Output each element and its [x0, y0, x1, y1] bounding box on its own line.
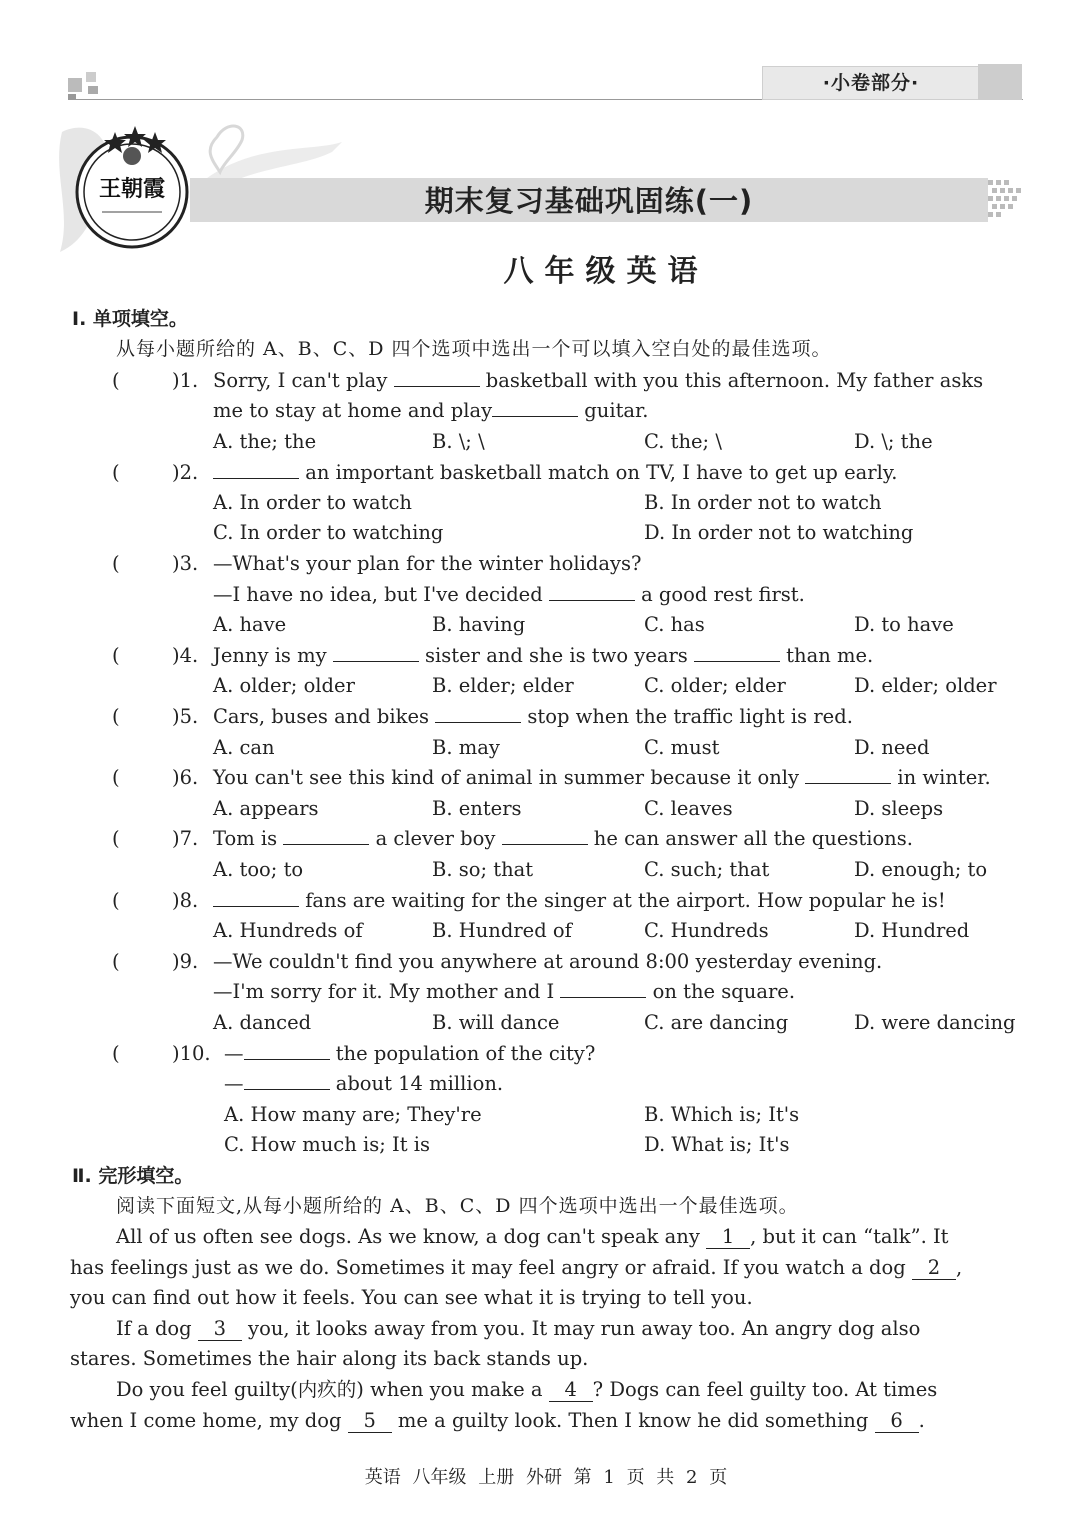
question-text: —What's your plan for the winter holidays? — [213, 552, 642, 575]
section1-heading: Ⅰ. 单项填空。 — [72, 308, 188, 330]
passage-line: when I come home, my dog 5 me a guilty look. Then I know he did something 6 . — [70, 1409, 925, 1432]
subject-title: 八年级英语 — [503, 254, 709, 289]
option[interactable]: A. In order to watch — [213, 491, 412, 514]
answer-blank[interactable] — [549, 580, 635, 601]
answer-paren: ( — [112, 705, 120, 728]
deco-square — [88, 86, 98, 94]
passage-line: All of us often see dogs. As we know, a dog can't speak any 1 , but it can “talk”. It — [116, 1225, 949, 1248]
question-text: Cars, buses and bikes stop when the traffic light is red. — [213, 702, 853, 732]
option[interactable]: D. What is; It's — [644, 1133, 790, 1156]
question-text: You can't see this kind of animal in summer because it only in winter. — [213, 763, 991, 793]
question-number: )3. — [172, 552, 199, 575]
option[interactable]: B. enters — [432, 797, 522, 820]
answer-blank[interactable] — [805, 763, 891, 784]
question-text: —We couldn't find you anywhere at around 8:00 yesterday evening. — [213, 950, 883, 973]
option[interactable]: A. can — [213, 736, 275, 759]
question-text: an important basketball match on TV, I have to get up early. — [213, 458, 897, 488]
option[interactable]: B. In order not to watch — [644, 491, 882, 514]
question-text: Tom is a clever boy he can answer all the questions. — [213, 824, 913, 854]
page-title: 期末复习基础巩固练(一) — [424, 184, 754, 218]
question-text: — the population of the city? — [224, 1039, 595, 1069]
option[interactable]: C. the; \ — [644, 430, 722, 453]
option[interactable]: D. In order not to watching — [644, 521, 914, 544]
option[interactable]: C. must — [644, 736, 720, 759]
option[interactable]: A. danced — [213, 1011, 312, 1034]
question-number: )2. — [172, 461, 199, 484]
answer-blank[interactable] — [560, 977, 646, 998]
answer-paren: ( — [112, 461, 120, 484]
option[interactable]: D. elder; older — [854, 674, 997, 697]
answer-blank[interactable] — [244, 1039, 330, 1060]
page-footer: 英语 八年级 上册 外研 第 1 页 共 2 页 — [364, 1467, 728, 1488]
answer-blank[interactable] — [492, 396, 578, 417]
question-number: )1. — [172, 369, 199, 392]
option[interactable]: A. Hundreds of — [213, 919, 363, 942]
option[interactable]: B. Which is; It's — [644, 1103, 800, 1126]
question-text: —I'm sorry for it. My mother and I on the square. — [213, 977, 795, 1007]
option[interactable]: A. have — [213, 613, 287, 636]
option[interactable]: C. In order to watching — [213, 521, 444, 544]
answer-paren: ( — [112, 552, 120, 575]
answer-paren: ( — [112, 369, 120, 392]
answer-paren: ( — [112, 644, 120, 667]
question-text: —I have no idea, but I've decided a good rest first. — [213, 580, 805, 610]
answer-blank[interactable] — [213, 458, 299, 479]
passage-line: If a dog 3 you, it looks away from you. It may run away too. An angry dog also — [116, 1317, 921, 1340]
answer-paren: ( — [112, 889, 120, 912]
option[interactable]: D. \; the — [854, 430, 933, 453]
cloze-blank[interactable]: 6 — [875, 1410, 919, 1433]
question-number: )7. — [172, 827, 199, 850]
passage-line: Do you feel guilty(内疚的) when you make a 4 ? Dogs can feel guilty too. At times — [116, 1378, 938, 1401]
question-number: )5. — [172, 705, 199, 728]
option[interactable]: D. sleeps — [854, 797, 944, 820]
question-text: me to stay at home and play guitar. — [213, 396, 648, 426]
option[interactable]: B. \; \ — [432, 430, 485, 453]
answer-blank[interactable] — [394, 366, 480, 387]
question-number: )9. — [172, 950, 199, 973]
answer-paren: ( — [112, 827, 120, 850]
option[interactable]: B. will dance — [432, 1011, 560, 1034]
section2-instruction: 阅读下面短文,从每小题所给的 A、B、C、D 四个选项中选出一个最佳选项。 — [116, 1195, 799, 1217]
option[interactable]: D. Hundred — [854, 919, 970, 942]
answer-blank[interactable] — [502, 824, 588, 845]
option[interactable]: A. older; older — [213, 674, 355, 697]
question-number: )10. — [172, 1042, 211, 1065]
option[interactable]: C. such; that — [644, 858, 770, 881]
option[interactable]: D. to have — [854, 613, 954, 636]
corner-tab — [978, 64, 1022, 100]
dot-pattern — [988, 180, 1024, 220]
option[interactable]: C. Hundreds — [644, 919, 769, 942]
deco-square — [68, 78, 82, 92]
question-text: Sorry, I can't play basketball with you this afternoon. My father asks — [213, 366, 983, 396]
option[interactable]: B. so; that — [432, 858, 534, 881]
answer-blank[interactable] — [333, 641, 419, 662]
option[interactable]: B. may — [432, 736, 500, 759]
question-text: — about 14 million. — [224, 1069, 503, 1099]
answer-paren: ( — [112, 766, 120, 789]
option[interactable]: A. too; to — [213, 858, 304, 881]
deco-square — [86, 72, 96, 82]
option[interactable]: D. need — [854, 736, 930, 759]
option[interactable]: A. appears — [213, 797, 319, 820]
section2-heading: Ⅱ. 完形填空。 — [72, 1165, 194, 1187]
question-number: )4. — [172, 644, 199, 667]
passage-line: has feelings just as we do. Sometimes it may feel angry or afraid. If you watch a dog 2 , — [70, 1256, 963, 1279]
passage-line: stares. Sometimes the hair along its back stands up. — [70, 1347, 589, 1370]
option[interactable]: C. has — [644, 613, 705, 636]
section-tab: ·小卷部分· — [762, 66, 980, 100]
cloze-blank[interactable]: 4 — [549, 1379, 593, 1402]
option[interactable]: D. enough; to — [854, 858, 988, 881]
question-number: )6. — [172, 766, 199, 789]
section1-instruction: 从每小题所给的 A、B、C、D 四个选项中选出一个可以填入空白处的最佳选项。 — [116, 338, 832, 360]
answer-blank[interactable] — [213, 886, 299, 907]
question-text: Jenny is my sister and she is two years than me. — [213, 641, 873, 671]
cloze-blank[interactable]: 3 — [198, 1318, 242, 1341]
option[interactable]: C. older; elder — [644, 674, 786, 697]
option[interactable]: D. were dancing — [854, 1011, 1016, 1034]
question-number: )8. — [172, 889, 199, 912]
option[interactable]: C. are dancing — [644, 1011, 789, 1034]
option[interactable]: A. the; the — [213, 430, 317, 453]
option[interactable]: A. How many are; They're — [224, 1103, 482, 1126]
answer-paren: ( — [112, 950, 120, 973]
answer-blank[interactable] — [283, 824, 369, 845]
answer-blank[interactable] — [694, 641, 780, 662]
logo-name: 王朝霞 — [98, 176, 165, 202]
option[interactable]: B. elder; elder — [432, 674, 574, 697]
option[interactable]: B. Hundred of — [432, 919, 572, 942]
cloze-blank[interactable]: 5 — [348, 1410, 392, 1433]
cloze-blank[interactable]: 2 — [912, 1257, 956, 1280]
answer-blank[interactable] — [435, 702, 521, 723]
passage-line: you can find out how it feels. You can see what it is trying to tell you. — [70, 1286, 753, 1309]
answer-blank[interactable] — [244, 1069, 330, 1090]
cloze-blank[interactable]: 1 — [706, 1226, 750, 1249]
option[interactable]: C. leaves — [644, 797, 733, 820]
question-text: fans are waiting for the singer at the airport. How popular he is! — [213, 886, 946, 916]
option[interactable]: C. How much is; It is — [224, 1133, 430, 1156]
option[interactable]: B. having — [432, 613, 526, 636]
answer-paren: ( — [112, 1042, 120, 1065]
